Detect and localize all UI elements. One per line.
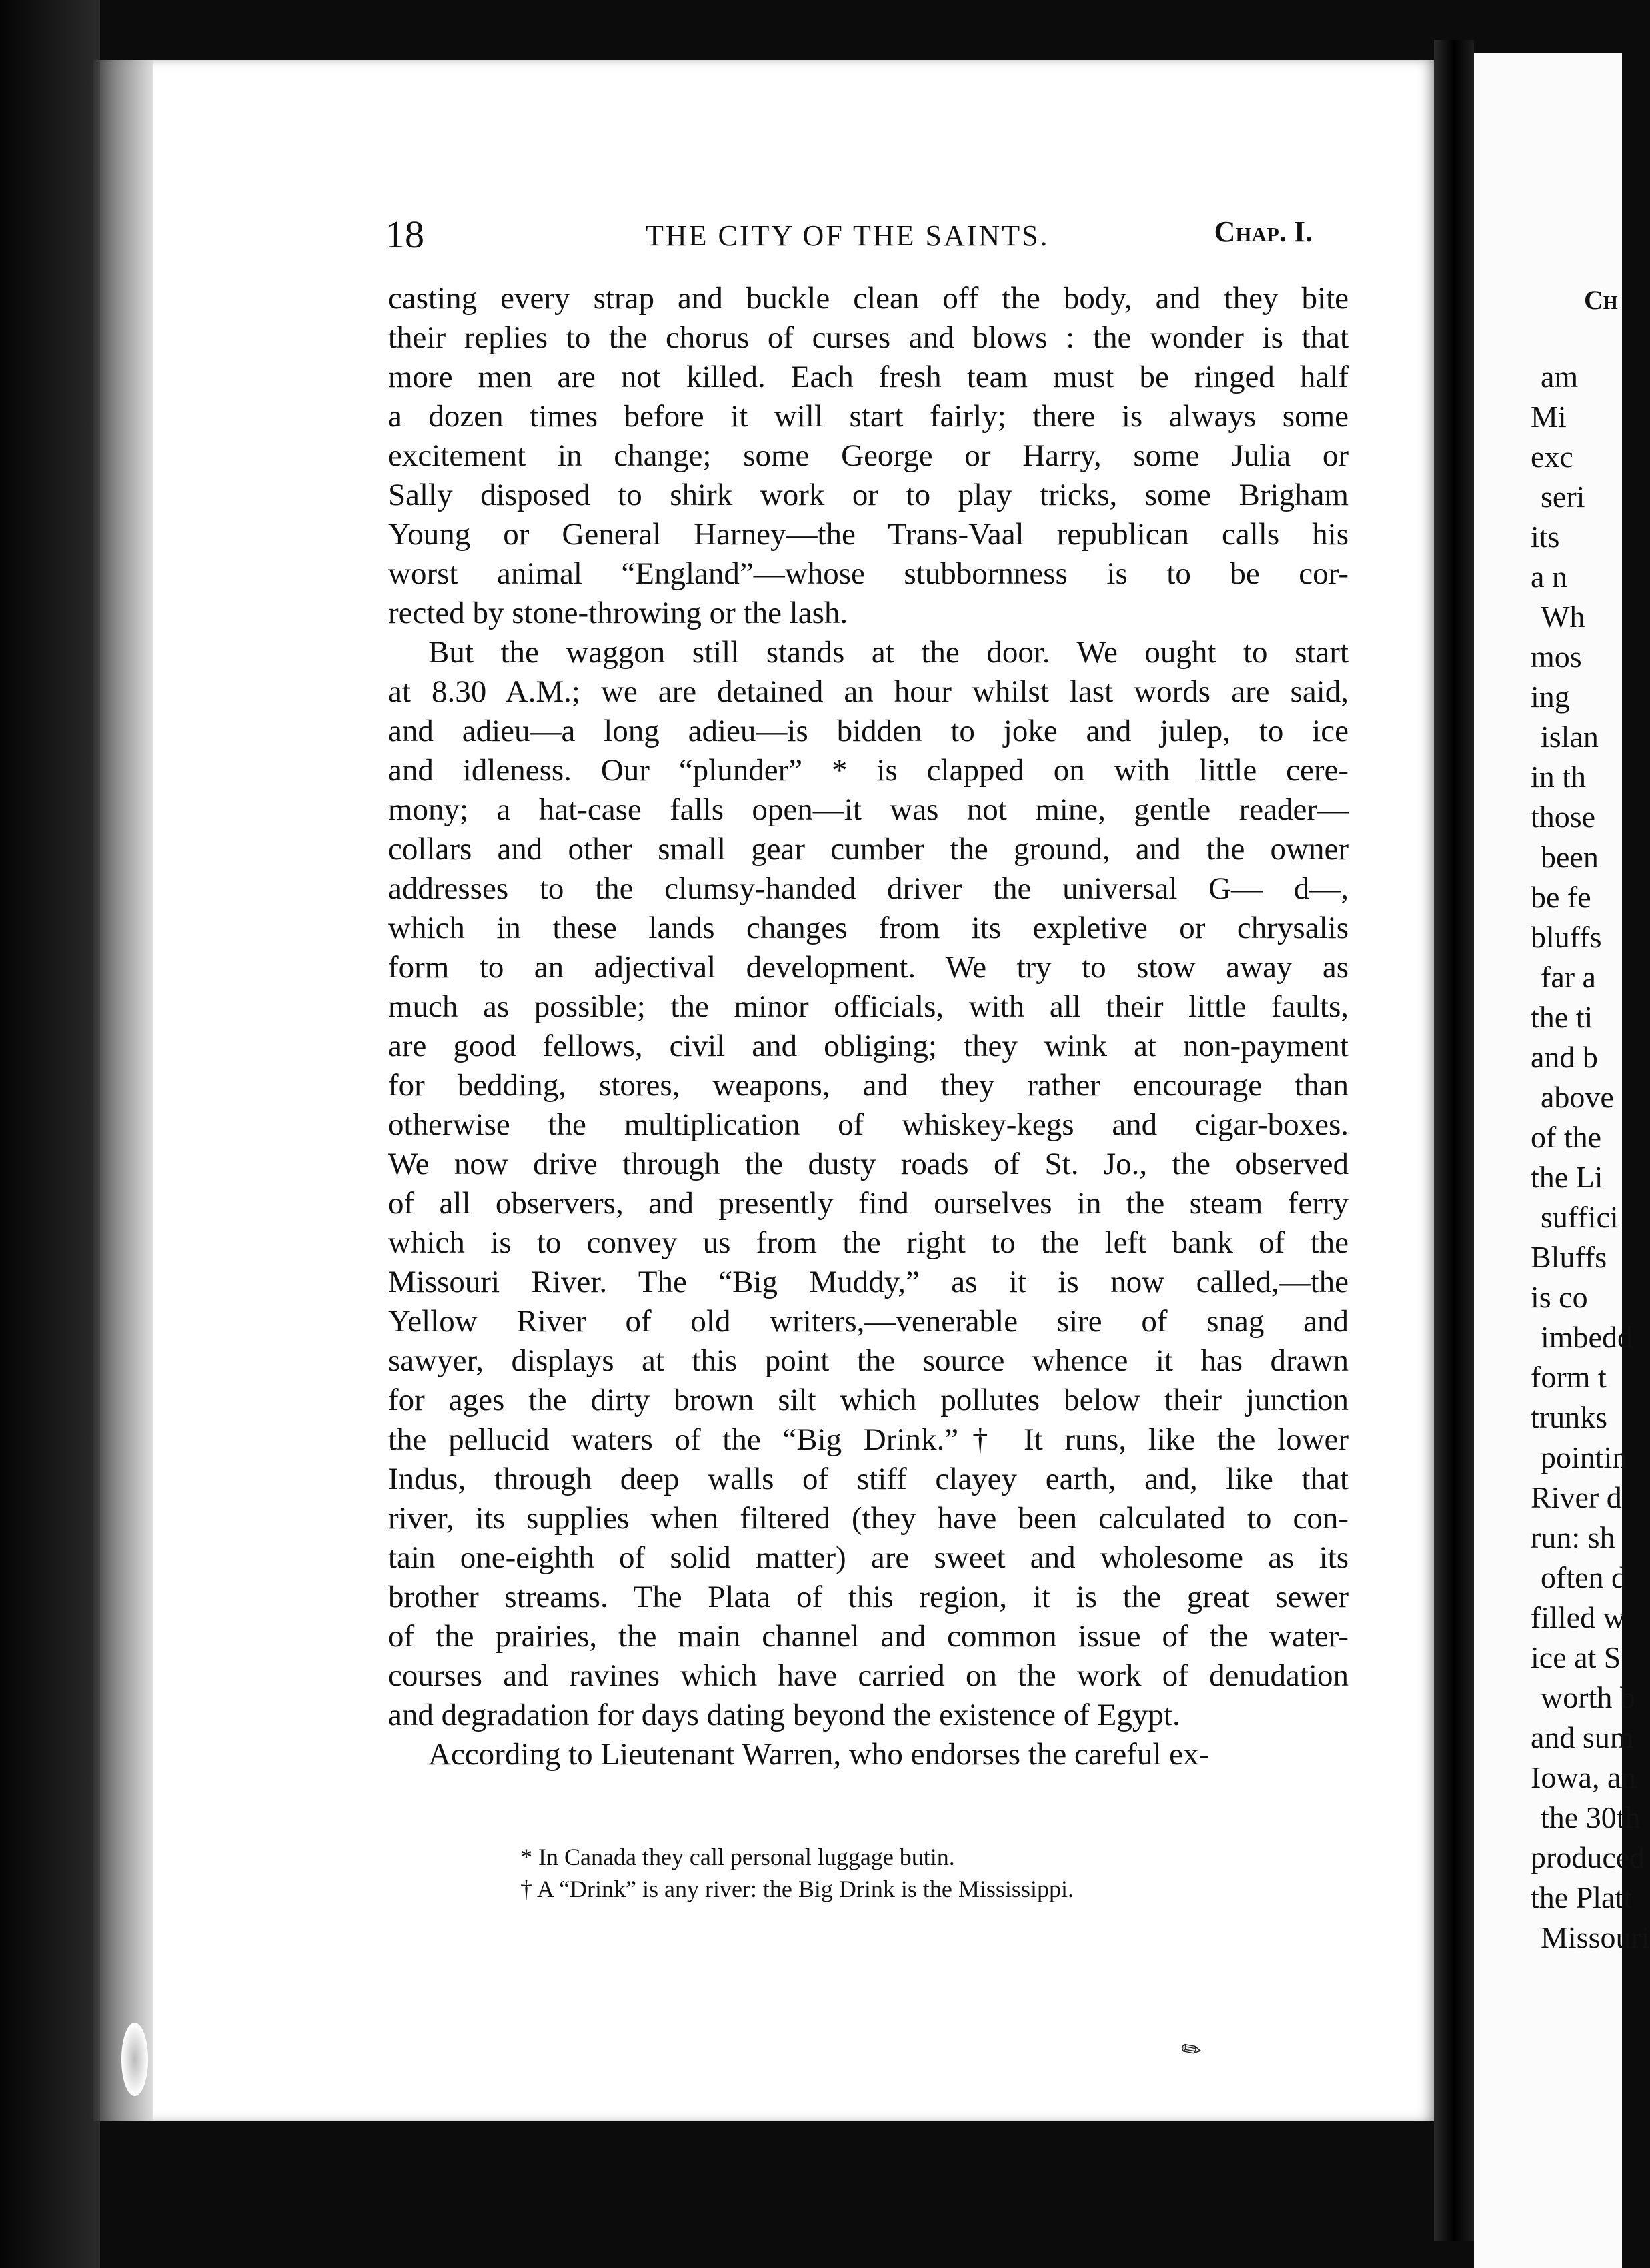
text-line: river, its supplies when filtered (they have been calculated to con- [388,1501,1349,1536]
text-line: According to Lieutenant Warren, who endorses the careful ex- [428,1737,1210,1772]
page-header [385,212,1326,265]
facing-page-line: Iowa, an [1531,1760,1637,1794]
book-gutter [1434,40,1474,2241]
text-line: sawyer, displays at this point the source whence it has drawn [388,1343,1349,1378]
footnote: † A “Drink” is any river: the Big Drink is the Mississippi. [520,1876,1074,1902]
text-line: a dozen times before it will start fairly; there is always some [388,399,1349,434]
facing-page-line: be fe [1531,880,1591,914]
text-line: and adieu—a long adieu—is bidden to joke and julep, to ice [388,714,1349,748]
text-line: for ages the dirty brown silt which pollutes below their junction [388,1383,1349,1418]
text-line: their replies to the chorus of curses and blows : the wonder is that [388,320,1349,355]
text-line: Indus, through deep walls of stiff clayey earth, and, like that [388,1462,1349,1496]
text-line: rected by stone-throwing or the lash. [388,596,848,630]
facing-page-line: a n [1531,560,1567,594]
facing-page-line: Bluffs [1531,1240,1607,1274]
text-line: which in these lands changes from its expletive or chrysalis [388,911,1349,945]
page-binding-edge [93,60,153,2121]
facing-page-line: often d [1541,1560,1627,1594]
facing-page-line: of the [1531,1120,1602,1154]
facing-page-text [1474,357,1650,1958]
chapter-label: Chap. I. [1214,215,1313,248]
facing-page-line: worth b [1541,1680,1635,1714]
facing-page-line: been [1541,840,1599,874]
facing-page-line: trunks [1531,1400,1607,1434]
facing-page-line: the Platt [1531,1880,1633,1914]
facing-page-line: am [1541,360,1579,394]
text-line: at 8.30 A.M.; we are detained an hour whilst last words are said, [388,674,1349,709]
facing-page-line: Mi [1531,400,1567,434]
body-text [388,279,1349,1774]
facing-page-line: the Li [1531,1160,1603,1194]
scan-left-border [0,0,100,2268]
facing-page-line: mos [1531,640,1582,674]
facing-page-line: islan [1541,720,1599,754]
facing-page-line: suffici [1541,1200,1619,1234]
text-line: and idleness. Our “plunder” * is clapped on with little cere- [388,753,1349,788]
facing-page-line: seri [1541,480,1585,514]
facing-page-line: imbedd [1541,1320,1633,1354]
facing-page-line: produced [1531,1840,1645,1874]
facing-page-line: form t [1531,1360,1607,1394]
facing-page-line: the ti [1531,1000,1593,1034]
facing-page [1474,53,1650,2268]
facing-page-line: Wh [1541,600,1585,634]
text-line: Sally disposed to shirk work or to play tricks, some Brigham [388,478,1349,512]
text-line: and degradation for days dating beyond the existence of Egypt. [388,1698,1180,1732]
text-line: But the waggon still stands at the door. We ought to start [428,635,1349,670]
facing-page-line: far a [1541,960,1596,994]
text-line: for bedding, stores, weapons, and they rather encourage than [388,1068,1349,1103]
text-line: Young or General Harney—the Trans-Vaal republican calls his [388,517,1349,552]
facing-page-line: its [1531,520,1560,554]
text-line: which is to convey us from the right to the left bank of the [388,1225,1349,1260]
running-title: THE CITY OF THE SAINTS. [646,219,1050,252]
text-line: otherwise the multiplication of whiskey-kegs and cigar-boxes. [388,1107,1349,1142]
text-line: Missouri River. The “Big Muddy,” as it is now called,—the [388,1265,1349,1299]
footnote: * In Canada they call personal luggage butin. [520,1844,955,1870]
pencil-mark: ✎ [1176,2033,1208,2067]
text-line: We now drive through the dusty roads of St. Jo., the observed [388,1147,1349,1181]
facing-page-line: ice at S [1531,1640,1621,1674]
text-line: brother streams. The Plata of this region, it is the great sewer [388,1580,1349,1614]
text-line: are good fellows, civil and obliging; they wink at non-payment [388,1029,1349,1063]
text-line: the pellucid waters of the “Big Drink.”† It runs, like the lower [388,1422,1349,1457]
text-line: of the prairies, the main channel and common issue of the water- [388,1619,1349,1654]
facing-page-header: Ch [1584,285,1618,315]
text-line: mony; a hat-case falls open—it was not mine, gentle reader— [388,792,1349,827]
text-line: tain one-eighth of solid matter) are sweet and wholesome as its [388,1540,1349,1575]
facing-page-line: bluffs [1531,920,1602,954]
facing-page-line: ing [1531,680,1570,714]
facing-page-line: the 30th [1541,1800,1641,1834]
facing-page-line: and sum [1531,1720,1634,1754]
facing-page-line: Missouri [1541,1920,1650,1954]
facing-page-line: River d [1531,1480,1622,1514]
footnotes [520,1841,1294,1905]
text-line: excitement in change; some George or Harry, some Julia or [388,438,1349,473]
text-line: of all observers, and presently find ourselves in the steam ferry [388,1186,1349,1221]
text-line: worst animal “England”—whose stubbornness is to be cor- [388,556,1349,591]
facing-page-line: pointin [1541,1440,1628,1474]
text-line: collars and other small gear cumber the ground, and the owner [388,832,1349,867]
text-line: much as possible; the minor officials, with all their little faults, [388,989,1349,1024]
text-line: Yellow River of old writers,—venerable sire of snag and [388,1304,1349,1339]
facing-page-line: is co [1531,1280,1588,1314]
page-stain [121,2023,148,2096]
facing-page-line: run: sh [1531,1520,1615,1554]
facing-page-line: exc [1531,440,1573,474]
facing-page-line: in th [1531,760,1587,794]
facing-page-line: filled w [1531,1600,1625,1634]
facing-page-line: above [1541,1080,1614,1114]
text-line: casting every strap and buckle clean off the body, and they bite [388,281,1349,316]
text-line: form to an adjectival development. We try to stow away as [388,950,1349,985]
text-line: addresses to the clumsy-handed driver the universal G— d—, [388,871,1349,906]
text-line: courses and ravines which have carried on the work of denudation [388,1658,1349,1693]
page-number: 18 [385,213,424,256]
facing-page-line: those [1531,800,1596,834]
facing-page-line: and b [1531,1040,1598,1074]
text-line: more men are not killed. Each fresh team must be ringed half [388,360,1349,394]
